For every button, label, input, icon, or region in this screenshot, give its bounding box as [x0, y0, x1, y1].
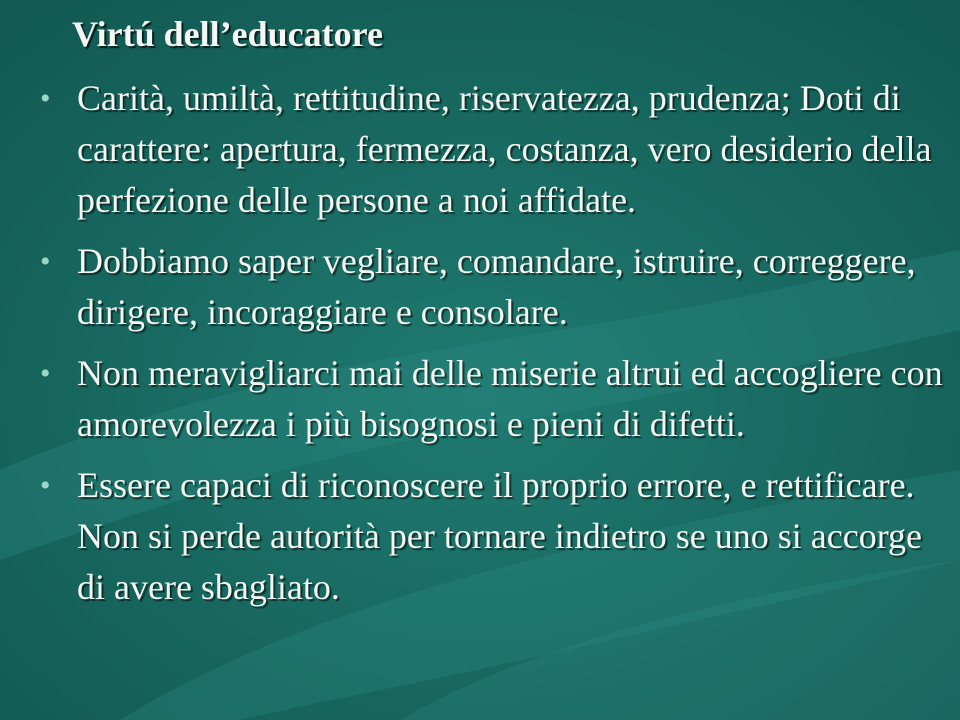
list-item [0, 348, 947, 450]
bullet-text: Carità, umiltà, rettitudine, riservatezza, prudenza; Doti di carattere: apertura, fermezza, costanza, vero desiderio della perfezione delle persone a noi affidate. [77, 78, 932, 220]
slide-title: Virtú dell’educatore [72, 14, 383, 54]
bullet-text: Essere capaci di riconoscere il proprio errore, e rettificare. Non si perde autorità per tornare indietro se uno si accorge di avere sbagliato. [77, 465, 923, 607]
bullet-text: Non meravigliarci mai delle miserie altrui ed accogliere con amorevolezza i più bisognosi e pieni di difetti. [77, 353, 943, 444]
bullet-dot-icon: • [40, 82, 51, 115]
list-item [0, 460, 947, 613]
bullet-list [0, 73, 960, 623]
bullet-dot-icon: • [40, 357, 51, 390]
list-item [0, 236, 947, 338]
bullet-text: Dobbiamo saper vegliare, comandare, istruire, correggere, dirigere, incoraggiare e consolare. [77, 241, 916, 332]
list-item [0, 73, 947, 226]
bullet-dot-icon: • [40, 469, 51, 502]
bullet-dot-icon: • [40, 245, 51, 278]
